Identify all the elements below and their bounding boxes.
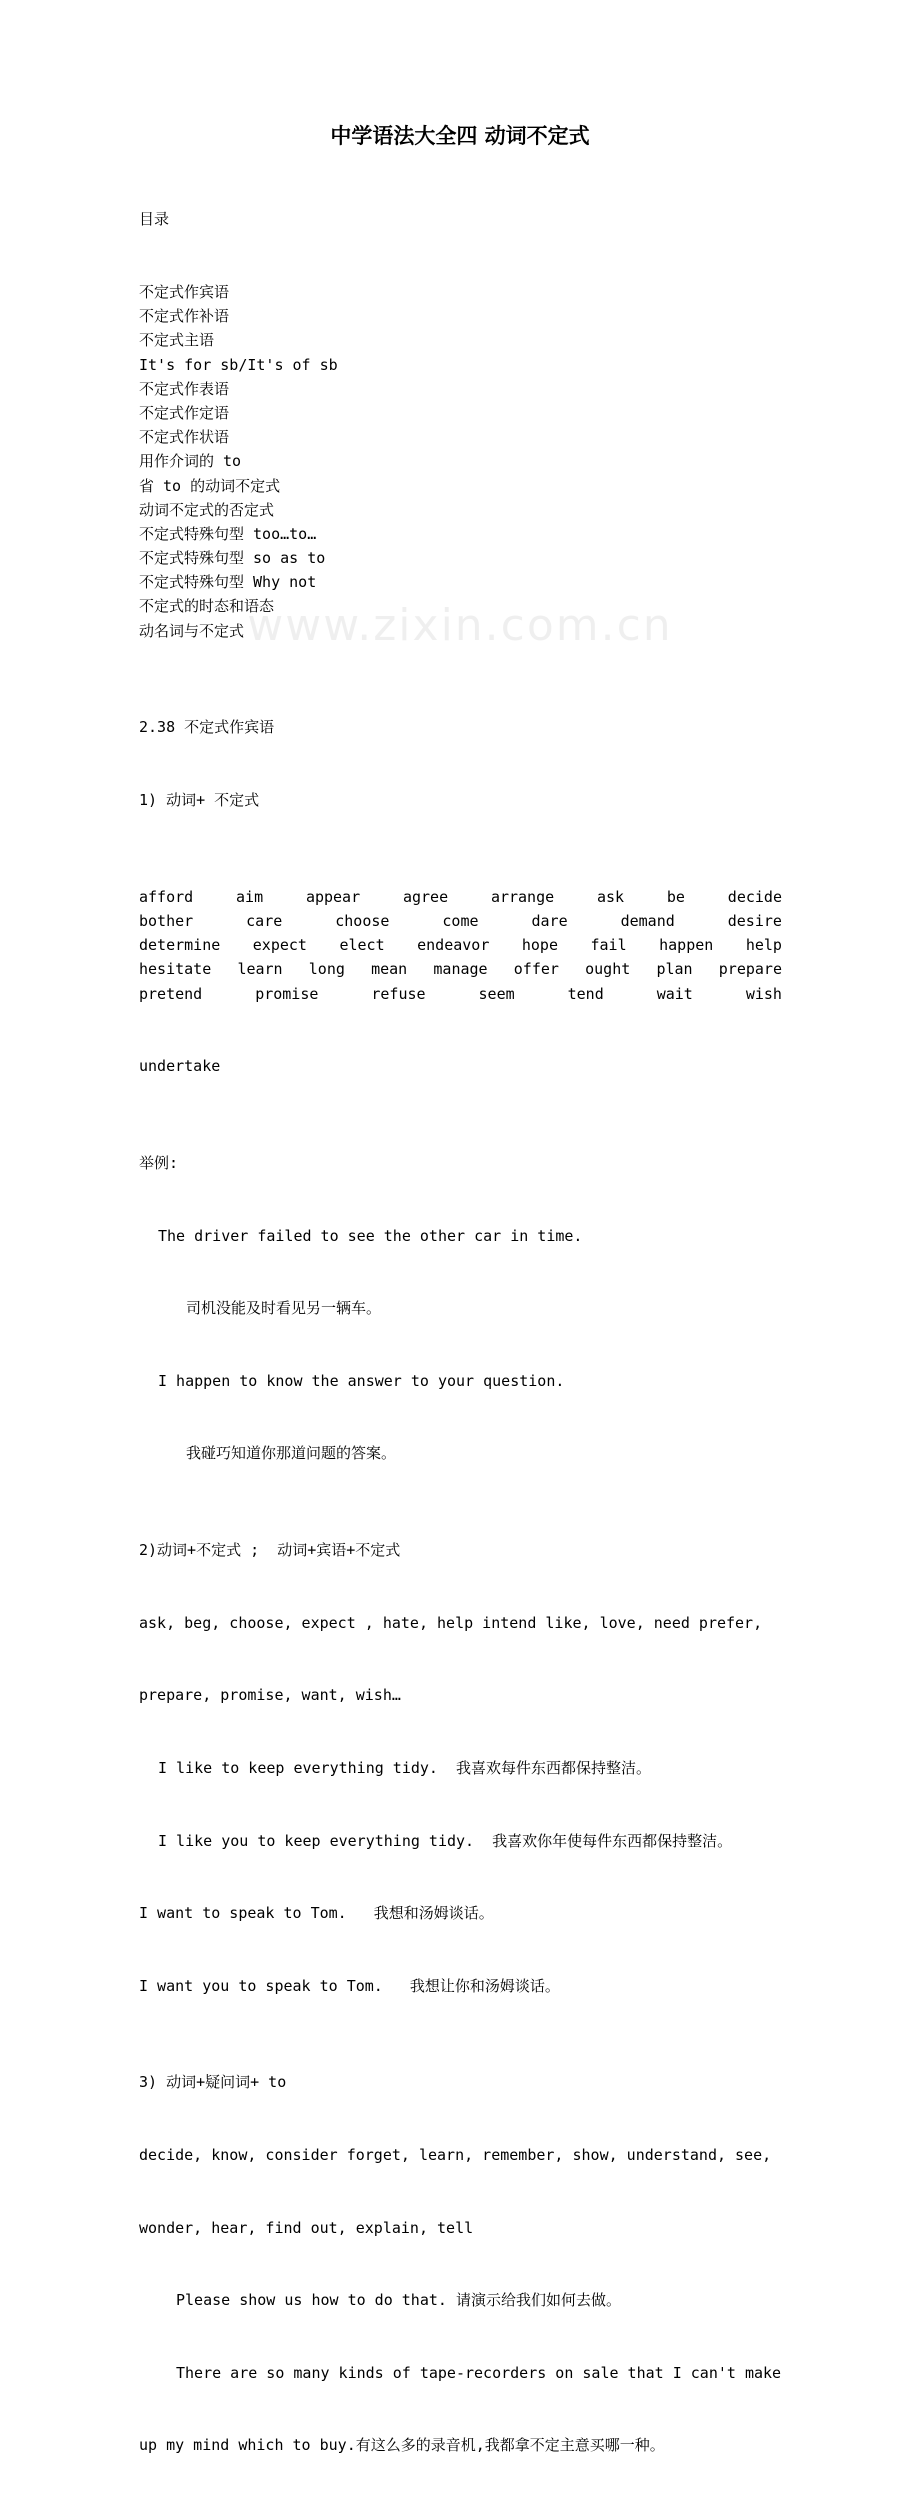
- toc-list: [139, 280, 782, 643]
- verb-word: wait: [656, 984, 693, 1003]
- toc-item: 不定式的时态和语态: [139, 597, 275, 616]
- sub2-verbs-line-2: prepare, promise, want, wish…: [139, 1686, 401, 1705]
- verb-word: hope: [521, 936, 558, 955]
- example-7: Please show us how to do that. 请演示给我们如何去做。: [176, 2291, 621, 2310]
- example-2-chinese: 我碰巧知道你那道问题的答案。: [186, 1444, 397, 1463]
- verb-word: offer: [513, 960, 559, 979]
- verb-last: undertake: [139, 1057, 221, 1076]
- verb-word: hesitate: [139, 960, 212, 979]
- verb-word: appear: [305, 887, 361, 906]
- verb-row: [139, 933, 782, 957]
- verb-row: [139, 957, 782, 981]
- example-label: 举例:: [139, 1153, 179, 1172]
- toc-item: 不定式特殊句型 Why not: [139, 573, 317, 592]
- verb-row: [139, 885, 782, 909]
- toc-item: 不定式作定语: [139, 403, 230, 422]
- example-5: I want to speak to Tom. 我想和汤姆谈话。: [139, 1904, 494, 1923]
- verb-word: bother: [139, 912, 194, 930]
- toc-item: It's for sb/It's of sb: [139, 355, 338, 374]
- verb-word: refuse: [371, 984, 426, 1003]
- toc-item: 用作介词的 to: [139, 452, 242, 471]
- toc-item: 动词不定式的否定式: [139, 500, 275, 519]
- verb-row: [139, 909, 782, 933]
- example-1-chinese: 司机没能及时看见另一辆车。: [186, 1299, 382, 1318]
- toc-item: 不定式主语: [139, 331, 215, 350]
- verb-word: help: [745, 936, 782, 955]
- verb-word: pretend: [139, 984, 203, 1003]
- verb-word: ought: [585, 960, 631, 979]
- toc-item: 不定式作状语: [139, 428, 230, 447]
- subheading-1: 1) 动词+ 不定式: [139, 791, 260, 810]
- verb-word: mean: [371, 960, 408, 979]
- verb-word: decide: [727, 887, 782, 906]
- toc-item: 不定式特殊句型 too…to…: [139, 524, 317, 543]
- verb-word: prepare: [718, 960, 782, 979]
- subheading-2: 2)动词+不定式 ; 动词+宾语+不定式: [139, 1541, 401, 1560]
- verb-word: endeavor: [417, 936, 490, 955]
- verb-word: choose: [335, 912, 390, 930]
- verb-word: care: [246, 912, 283, 930]
- verb-word: ask: [596, 887, 625, 906]
- toc-item: 不定式作补语: [139, 307, 230, 326]
- example-8-line-1: There are so many kinds of tape-recorders on sale that I can't make: [176, 2363, 782, 2382]
- verb-word: seem: [478, 984, 515, 1003]
- sub3-verbs-line-1: decide, know, consider forget, learn, remember, show, understand, see,: [139, 2146, 772, 2165]
- verb-word: desire: [727, 912, 782, 930]
- toc-heading: 目录: [139, 210, 170, 229]
- verb-word: learn: [237, 960, 283, 979]
- verb-word: afford: [139, 887, 194, 906]
- verb-word: come: [442, 912, 479, 930]
- verb-list: [139, 885, 782, 1006]
- verb-word: wish: [745, 984, 782, 1003]
- verb-word: dare: [531, 912, 568, 930]
- sub2-verbs-line-1: ask, beg, choose, expect , hate, help intend like, love, need prefer,: [139, 1613, 763, 1632]
- section-heading: 2.38 不定式作宾语: [139, 718, 275, 737]
- verb-word: tend: [567, 984, 604, 1003]
- verb-word: happen: [659, 936, 714, 955]
- example-4: I like you to keep everything tidy. 我喜欢你年使每件东西都保持整洁。: [158, 1831, 733, 1850]
- verb-row: [139, 982, 782, 1006]
- verb-word: aim: [236, 887, 264, 906]
- toc-item: 动名词与不定式: [139, 621, 245, 640]
- example-2-english: I happen to know the answer to your question.: [158, 1371, 565, 1390]
- verb-word: determine: [139, 936, 221, 955]
- example-6: I want you to speak to Tom. 我想让你和汤姆谈话。: [139, 1976, 560, 1995]
- verb-word: plan: [656, 960, 693, 979]
- example-3: I like to keep everything tidy. 我喜欢每件东西都保持整洁。: [158, 1758, 652, 1777]
- document-body: [139, 159, 782, 2506]
- verb-word: elect: [339, 936, 385, 955]
- verb-word: long: [308, 960, 345, 979]
- verb-word: be: [666, 887, 685, 906]
- toc-item: 不定式作表语: [139, 379, 230, 398]
- verb-word: promise: [255, 984, 319, 1003]
- watermark: www.zixin.com.cn: [247, 600, 673, 651]
- subheading-3: 3) 动词+疑问词+ to: [139, 2073, 287, 2092]
- verb-word: expect: [252, 936, 307, 955]
- verb-word: arrange: [490, 887, 555, 906]
- sub3-verbs-line-2: wonder, hear, find out, explain, tell: [139, 2218, 474, 2237]
- verb-word: agree: [402, 887, 449, 906]
- toc-item: 省 to 的动词不定式: [139, 476, 281, 495]
- verb-word: manage: [433, 960, 488, 979]
- verb-word: demand: [620, 912, 675, 930]
- document-title: 中学语法大全四 动词不定式: [330, 124, 590, 148]
- verb-word: fail: [590, 936, 627, 955]
- toc-item: 不定式作宾语: [139, 283, 230, 301]
- example-8-line-2: up my mind which to buy.有这么多的录音机,我都拿不定主意买哪一种。: [139, 2436, 665, 2455]
- toc-item: 不定式特殊句型 so as to: [139, 549, 326, 568]
- example-1-english: The driver failed to see the other car in time.: [158, 1226, 583, 1245]
